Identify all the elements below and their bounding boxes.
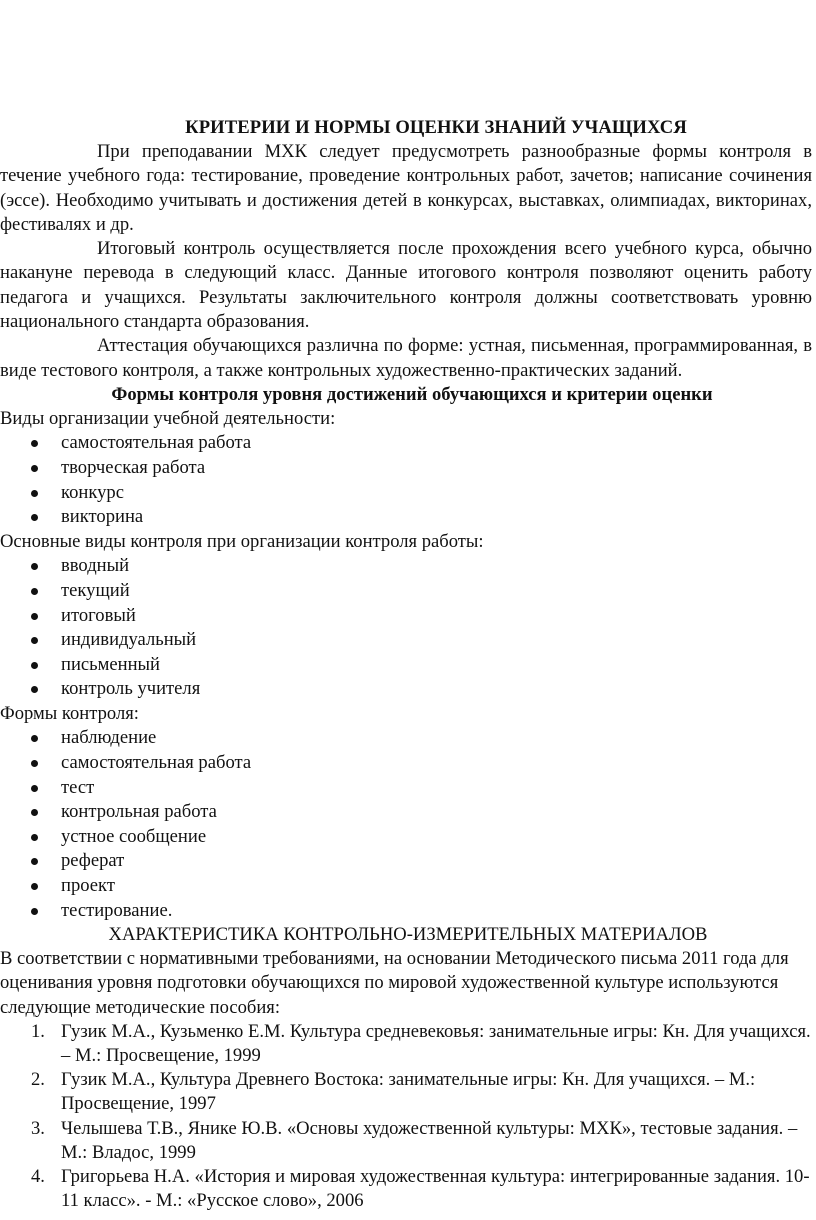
reference-number: 2. xyxy=(31,1069,45,1091)
paragraph-final-control: Итоговый контроль осуществляется после прохождения всего учебного курса, обычно накануне перевода в следующий класс. Данные итогового контроля позволяют оценить работу педагога и учащихся. Результаты заключительного контроля должны соответствовать уровню национального стандарта образования. xyxy=(0,238,812,333)
reference-number: 4. xyxy=(31,1165,45,1187)
list-item: самостоятельная работа xyxy=(0,751,812,776)
list-item: творческая работа xyxy=(0,456,812,481)
control-types-label: Основные виды контроля при организации контроля работы: xyxy=(0,530,484,552)
document-page xyxy=(0,116,812,1213)
list-item: тест xyxy=(0,776,812,801)
list-item: контрольная работа xyxy=(0,800,812,825)
bullet-icon xyxy=(31,735,38,742)
bullet-icon xyxy=(31,686,38,693)
bullet-icon xyxy=(31,514,38,521)
bullet-icon xyxy=(31,809,38,816)
bullet-icon xyxy=(31,908,38,915)
list-item: тестирование. xyxy=(0,899,812,924)
reference-item xyxy=(0,1068,812,1116)
list-item: самостоятельная работа xyxy=(0,431,812,456)
forms-heading: Формы контроля уровня достижений обучающихся и критерии оценки xyxy=(111,383,713,405)
list-item: письменный xyxy=(0,653,812,678)
reference-number: 1. xyxy=(31,1020,45,1042)
list-item: реферат xyxy=(0,849,812,874)
reference-item xyxy=(0,1165,812,1213)
bullet-icon xyxy=(31,662,38,669)
paragraph-attestation: Аттестация обучающихся различна по форме: устная, письменная, программированная, в виде тестового контроля, а также контрольных художественно-практических заданий. xyxy=(0,335,812,381)
activity-types-list xyxy=(0,431,812,529)
list-item: контроль учителя xyxy=(0,677,812,702)
reference-item xyxy=(0,1020,812,1068)
bullet-icon xyxy=(31,637,38,644)
bullet-icon xyxy=(31,490,38,497)
kim-intro: В соответствии с нормативными требованиями, на основании Методического письма 2011 года для оценивания уровня подготовки обучающихся по мировой художественной культуре используются следующие методические пособия: xyxy=(0,948,789,1018)
page-title: КРИТЕРИИ И НОРМЫ ОЦЕНКИ ЗНАНИЙ УЧАЩИХСЯ xyxy=(185,117,687,138)
paragraph-forms-of-control: При преподавании МХК следует предусмотреть разнообразные формы контроля в течение учебного года: тестирование, проведение контрольных работ, зачетов; написание сочинения (эссе). Необходимо учитывать и достижения детей в конкурсах, выставках, олимпиадах, викторинах, фестивалях и др. xyxy=(0,141,812,235)
reference-text: Григорьева Н.А. «История и мировая художественная культура: интегрированные задания. 10-11 класс». - М.: «Русское слово», 2006 xyxy=(61,1165,810,1212)
reference-number: 3. xyxy=(31,1117,45,1139)
bullet-icon xyxy=(31,613,38,620)
list-item: текущий xyxy=(0,579,812,604)
list-item: наблюдение xyxy=(0,726,812,751)
activity-types-label: Виды организации учебной деятельности: xyxy=(0,407,336,429)
bullet-icon xyxy=(31,760,38,767)
list-item: устное сообщение xyxy=(0,825,812,850)
list-item: конкурс xyxy=(0,481,812,506)
bullet-icon xyxy=(31,883,38,890)
reference-text: Гузик М.А., Культура Древнего Востока: занимательные игры: Кн. Для учащихся. – М.: Просвещение, 1997 xyxy=(61,1069,756,1115)
control-types-list xyxy=(0,554,812,702)
control-forms-label: Формы контроля: xyxy=(0,702,139,724)
bullet-icon xyxy=(31,465,38,472)
bullet-icon xyxy=(31,785,38,792)
reference-item xyxy=(0,1117,812,1165)
list-item: индивидуальный xyxy=(0,628,812,653)
bullet-icon xyxy=(31,440,38,447)
reference-text: Гузик М.А., Кузьменко Е.М. Культура средневековья: занимательные игры: Кн. Для учащихся. – М.: Просвещение, 1999 xyxy=(61,1020,811,1066)
list-item: викторина xyxy=(0,505,812,530)
bullet-icon xyxy=(31,834,38,841)
reference-text: Челышева Т.В., Янике Ю.В. «Основы художественной культуры: МХК», тестовые задания. – М.: Владос, 1999 xyxy=(61,1117,798,1163)
bullet-icon xyxy=(31,563,38,570)
bullet-icon xyxy=(31,858,38,865)
list-item: вводный xyxy=(0,554,812,579)
references-list xyxy=(0,1020,812,1214)
list-item: проект xyxy=(0,874,812,899)
list-item: итоговый xyxy=(0,604,812,629)
control-forms-list xyxy=(0,726,812,923)
kim-heading: ХАРАКТЕРИСТИКА КОНТРОЛЬНО-ИЗМЕРИТЕЛЬНЫХ МАТЕРИАЛОВ xyxy=(108,924,708,946)
bullet-icon xyxy=(31,588,38,595)
